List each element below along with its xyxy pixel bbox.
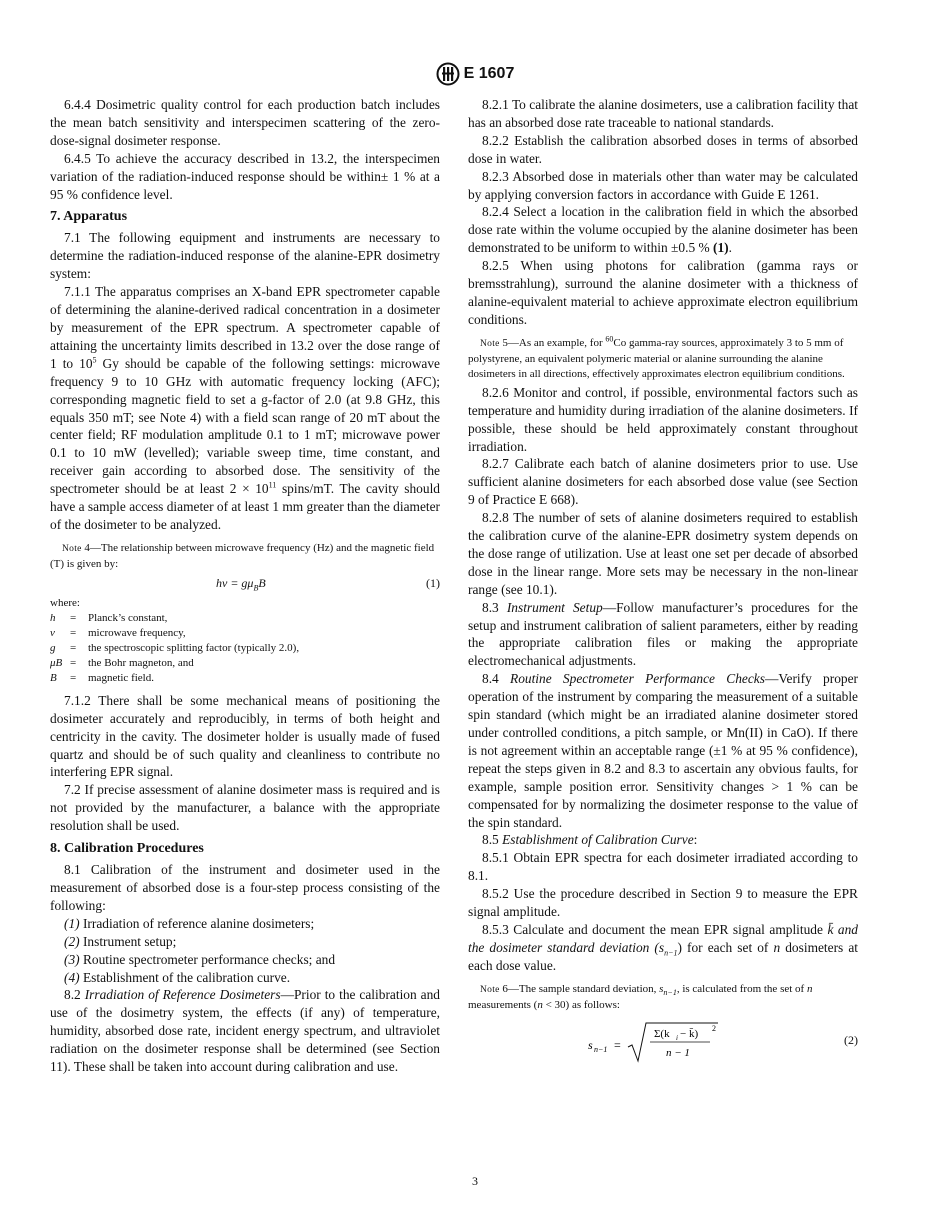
formula-lhs: s [588, 1037, 593, 1052]
equation-2 [468, 1019, 858, 1067]
section-heading-calibration: 8. Calibration Procedures [50, 841, 204, 857]
right-column [468, 96, 858, 1067]
equation-1-number: (1) [426, 575, 440, 590]
left-column [50, 96, 440, 1076]
paragraph-8-2-1: 8.2.1 To calibrate the alanine dosimeters, use a calibration facility that has an absorbed dose rate traceable to national standards. [468, 97, 858, 130]
note-4: Note 4—The relationship between microwave frequency (Hz) and the magnetic field (T) is given by: [50, 541, 435, 570]
paragraph-8-5-3: 8.5.3 Calculate and document the mean EPR signal amplitude k̄ and the dosimeter standard deviation $(s_{n-1})$ for each set of n dosimeters at each dose value. [468, 921, 858, 973]
paragraph-8-1: 8.1 Calibration of the instrument and dosimeter used in the measurement of absorbed dose is a four-step process consisting of the following: [50, 862, 440, 913]
paragraph-6-4-5: 6.4.5 To achieve the accuracy described in 13.2, the interspecimen variation of the radiation-induced response should be within± 1 % at a 95 % confidence level. [50, 150, 440, 202]
astm-logo-icon [436, 62, 460, 86]
where-list: where: h = Planck’s constant, ν = microwave frequency, g = the spectroscopic splitting factor (typically 2.0), μB = the Bohr magneton, and B = magnetic field. [50, 596, 440, 686]
paragraph-8-5: 8.5 Establishment of Calibration Curve: [482, 832, 698, 848]
paragraph-7-1-2: 7.1.2 There shall be some mechanical means of positioning the dosimeter accurately and reproducibly, in terms of both height and centricity in the cavity. The dosimeter holder is usually made of fused quartz and should be of such quality and cleanliness to contribute no interfering EPR signal. [50, 692, 440, 780]
paragraph-8-2-3: 8.2.3 Absorbed dose in materials other than water may be calculated by applying conversion factors in accordance with Guide E 1261. [468, 168, 858, 202]
equation-1: $h\nu = g\mu_BB$ (1) [216, 575, 440, 593]
paragraph-8-5-2: 8.5.2 Use the procedure described in Section 9 to measure the EPR signal amplitude. [468, 886, 858, 920]
paragraph-8-2-6: 8.2.6 Monitor and control, if possible, environmental factors such as temperature and humidity during irradiation of the alanine dosimeters. If possible, these should be held approximately constant throughout irradiation. [468, 384, 858, 454]
equation-2-number: (2) [844, 1032, 858, 1047]
std-deviation-formula [588, 1019, 748, 1067]
note-5: Note 5—As an example, for $^{60}$Co gamma-ray sources, approximately 3 to 5 mm of polystyrene, an equivalent polymeric material or alanine surrounding the alanine dosimeters in all directions, effectively approximates electron equilibrium conditions. [468, 334, 845, 380]
paragraph-6-4-4: 6.4.4 Dosimetric quality control for each production batch includes the mean batch sensitivity and interspecimen scattering of the zero-dose-signal dosimeter response. [50, 97, 440, 148]
paragraph-7-1-1: 7.1.1 The apparatus comprises an X-band EPR spectrometer capable of determining the alanine-derived radical concentration in a dosimeter by measurement of the EPR spectrum. A spectrometer capable of attaining the uncertainty limits described in 13.2 over the dose range of 1 to $10^5$ Gy should be capable of the following settings: microwave frequency 9 to 10 GHz with automatic frequency locking (AFC); corresponding magnetic field to set a g-factor of 2.0 (at 9.8 GHz, this equals 350 mT; see Note 4) with a field scan range of 20 mT about the center field; RF modulation amplitude 0.1 to 1 mT; microwave power 0.1 to 10 mW (levelled); variable sweep time, time constant, and receiver gain according to absorbed dose. The sensitivity of the spectrometer should be at least $2 \times 10^{11}$ spins/mT. The cavity should have a sample access diameter of at least 1 mm greater than the diameter of the dosimeter to be analyzed. [50, 284, 441, 532]
list-item: (3) Routine spectrometer performance checks; and [64, 951, 336, 967]
formula-denominator: n − 1 [666, 1046, 690, 1059]
note-6: Note 6—The sample standard deviation, $s_{n-1}$, is calculated from the set of n measurements (n < 30) as follows: [468, 982, 813, 1011]
formula-lhs-sub: n−1 [594, 1044, 608, 1054]
calibration-steps-list [50, 915, 440, 987]
list-item: (1) Irradiation of reference alanine dosimeters; [64, 915, 315, 931]
svg-text:=: = [614, 1037, 621, 1052]
paragraph-8-2-4: 8.2.4 Select a location in the calibration field in which the absorbed dose rate within the volume occupied by the alanine dosimeter has been demonstrated to be uniform to within ±0.5 % (1). [468, 204, 858, 256]
paragraph-8-5-1: 8.5.1 Obtain EPR spectra for each dosimeter irradiated according to 8.1. [468, 850, 858, 884]
list-item: (4) Establishment of the calibration curve. [64, 969, 291, 985]
paragraph-8-2-2: 8.2.2 Establish the calibration absorbed doses in terms of absorbed dose in water. [468, 132, 858, 166]
page-number: 3 [472, 1174, 478, 1188]
paragraph-8-2-8: 8.2.8 The number of sets of alanine dosimeters required to establish the calibration curve of the alanine-EPR dosimetry system depends on the dose range of utilization. Use at least one set per decade of absorbed dose in the linear range. More sets may be necessary in the non-linear range (see 10.1). [468, 510, 858, 597]
formula-numerator-sub: i [676, 1033, 678, 1042]
where-row: g = the spectroscopic splitting factor (typically 2.0), [50, 641, 300, 654]
paragraph-8-2-5: 8.2.5 When using photons for calibration (gamma rays or bremsstrahlung), surround the alanine dosimeter with a thickness of alanine-equivalent material to achieve approximate electron equilibrium conditions. [468, 258, 858, 327]
paragraph-7-1: 7.1 The following equipment and instruments are necessary to determine the radiation-induced response of the alanine-EPR dosimetry system: [50, 230, 440, 282]
page-header [0, 62, 950, 86]
where-row: h = Planck’s constant, [50, 611, 168, 624]
paragraph-8-2-7: 8.2.7 Calibrate each batch of alanine dosimeters prior to use. Use sufficient alanine dosimeters for each absorbed dose value (see Section 9 of Practice E 668). [468, 456, 858, 508]
paragraph-8-2: 8.2 Irradiation of Reference Dosimeters—Prior to the calibration and use of the dosimetry system, the effects (if any) of temperature, humidity, absorbed dose rate, incident energy spectrum, and ultraviolet radiation on the dosimeter response shall be determined (see Section 11). These shall be taken into account during calibration and use. [50, 987, 440, 1075]
paragraph-7-2: 7.2 If precise assessment of alanine dosimeter mass is required and is not provided by the manufacturer, a balance with the appropriate resolution shall be used. [50, 782, 440, 834]
paragraph-8-4: 8.4 Routine Spectrometer Performance Checks—Verify proper operation of the instrument by comparing the measurement of a suitable spin standard (which might be an irradiated alanine dosimeter stored under controlled conditions, a pitch sample, or Mn(II) in CaO). If there is not agreement within an acceptable range (±1 % at 95 % confidence), repeat the steps given in 8.2 and 8.3 to ascertain any obvious faults, for example, sample position error. Sensitivity changes > 1 % can be compensated for by normalizing the dosimeter response to the value of the spin standard. [468, 671, 859, 830]
section-heading-apparatus: 7. Apparatus [50, 209, 128, 225]
formula-numerator-rest: − k̄) [680, 1027, 699, 1040]
where-row: μB = the Bohr magneton, and [50, 656, 194, 669]
where-row: B = magnetic field. [50, 671, 154, 684]
standard-designation: E 1607 [463, 65, 515, 82]
formula-numerator: Σ(k [654, 1027, 670, 1040]
formula-square: 2 [712, 1023, 716, 1033]
list-item: (2) Instrument setup; [64, 933, 177, 949]
paragraph-8-3: 8.3 Instrument Setup—Follow manufacturer’s procedures for the setup and instrument calibration of salient parameters, either by reading the appropriate calibration files or making the appropriate electromechanical adjustments. [468, 599, 858, 669]
where-row: ν = microwave frequency, [50, 626, 186, 639]
